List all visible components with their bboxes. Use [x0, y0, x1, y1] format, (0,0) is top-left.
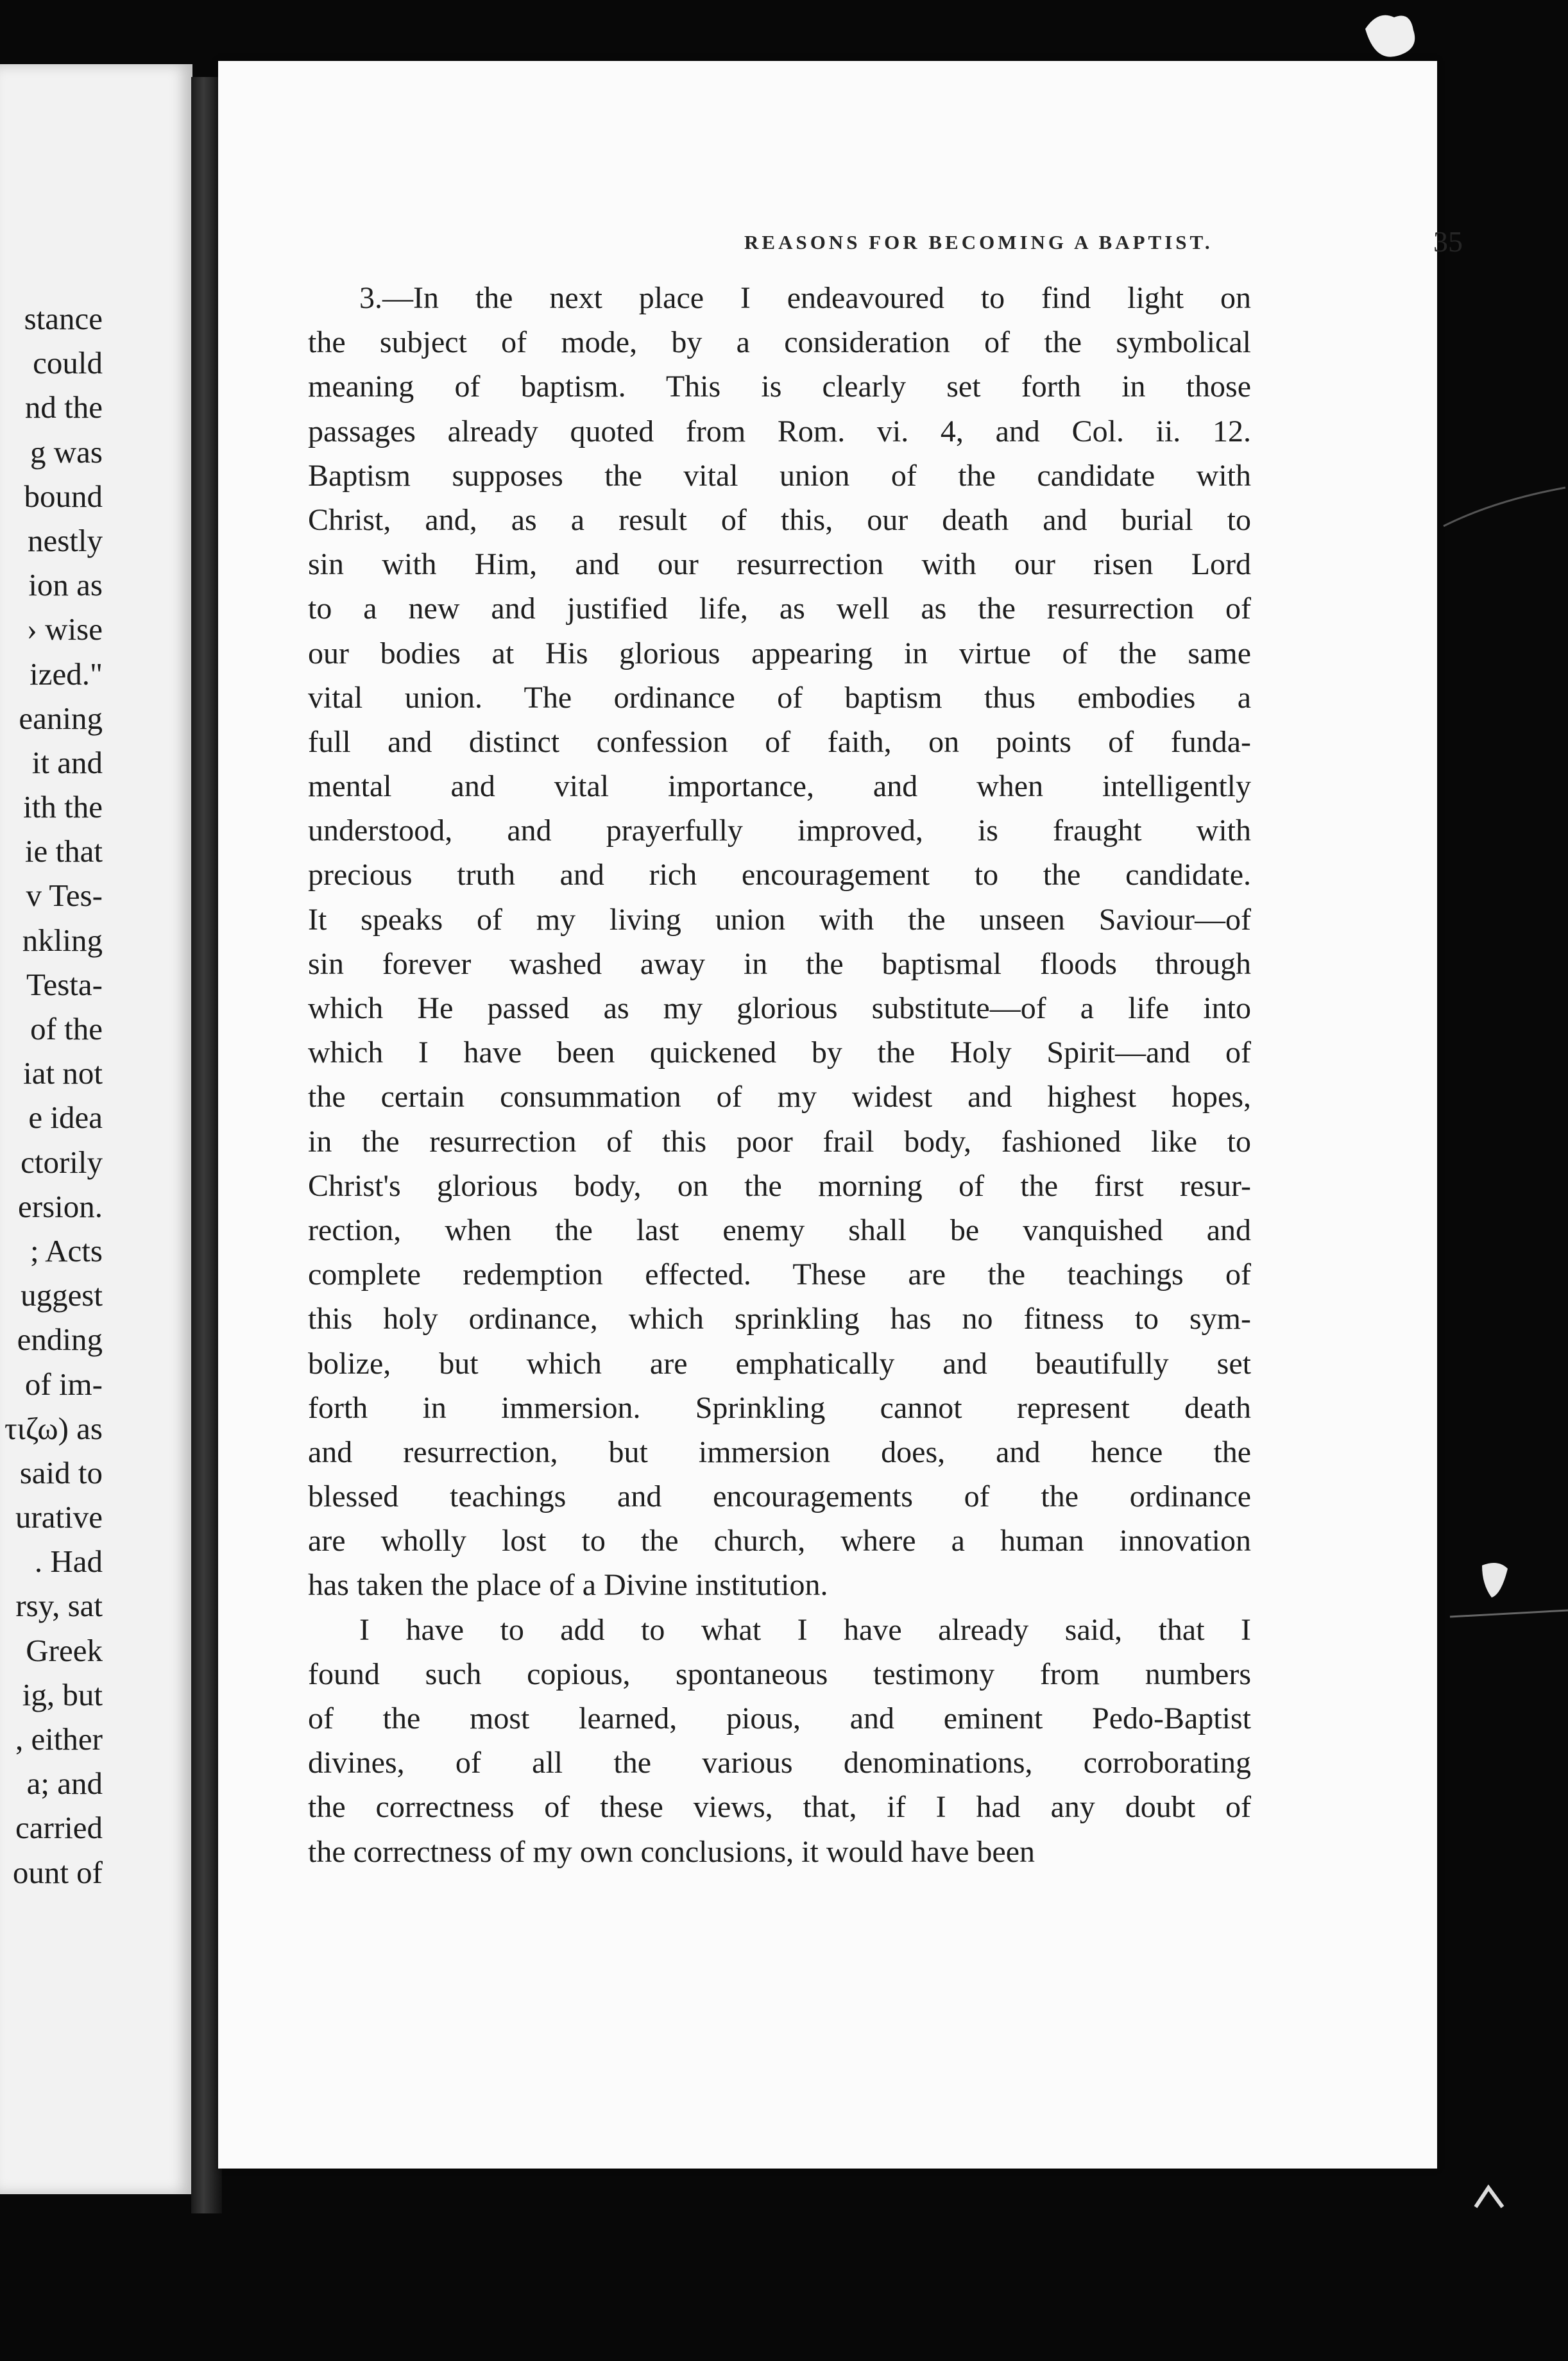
- facing-page-line: g was: [30, 434, 103, 470]
- facing-page-line: urative: [15, 1499, 103, 1535]
- facing-page-line: stance: [24, 301, 103, 336]
- facing-page-line: Greek: [26, 1632, 103, 1668]
- edge-streak: [1444, 488, 1565, 526]
- text-line: precious truth and rich encouragement to the candidate.: [308, 858, 1251, 892]
- text-line: the correctness of my own conclusions, it would have been: [308, 1834, 1035, 1869]
- corner-blot: [1365, 15, 1415, 57]
- facing-page-line: it and: [31, 744, 103, 780]
- facing-page-line: ; Acts: [30, 1232, 103, 1268]
- stray-mark: [1476, 2188, 1503, 2207]
- text-line: and resurrection, but immersion does, and hence the: [308, 1435, 1251, 1469]
- facing-page-line: , either: [15, 1721, 103, 1757]
- text-line: our bodies at His glorious appearing in virtue of the same: [308, 636, 1251, 670]
- text-line: in the resurrection of this poor frail body, fashioned like to: [308, 1124, 1251, 1159]
- facing-page-line: ith the: [23, 789, 103, 825]
- facing-page-line: ctorily: [21, 1144, 103, 1180]
- facing-page-line: e idea: [28, 1100, 103, 1136]
- text-line: full and distinct confession of faith, on points of funda-: [308, 724, 1251, 759]
- text-line: which I have been quickened by the Holy Spirit—and of: [308, 1036, 1251, 1070]
- facing-page-line: ion as: [28, 567, 103, 603]
- text-line: divines, of all the various denominations, corroborating: [308, 1746, 1251, 1780]
- facing-page-line: nd the: [24, 389, 103, 425]
- facing-page-line: nestly: [27, 522, 103, 558]
- body-text: [308, 276, 1251, 1874]
- facing-page-edge: [0, 64, 192, 2194]
- text-line: of the most learned, pious, and eminent Pedo-Baptist: [308, 1701, 1251, 1735]
- facing-page-line: ie that: [24, 833, 103, 869]
- text-line: vital union. The ordinance of baptism thus embodies a: [308, 680, 1251, 715]
- facing-page-line: said to: [19, 1454, 103, 1490]
- facing-page-line: ending: [17, 1322, 103, 1358]
- edge-streak-2: [1450, 1610, 1568, 1617]
- text-line: this holy ordinance, which sprinkling has no fitness to sym-: [308, 1302, 1251, 1336]
- text-line: bolize, but which are emphatically and beautifully set: [308, 1346, 1251, 1381]
- margin-blot: [1482, 1563, 1508, 1598]
- running-head: [526, 225, 1469, 267]
- facing-page-line: ig, but: [22, 1676, 103, 1712]
- book-page: [218, 61, 1463, 2169]
- text-line: Christ, and, as a result of this, our death and burial to: [308, 502, 1251, 537]
- book-gutter: [191, 77, 222, 2213]
- facing-page-line: uggest: [21, 1277, 103, 1313]
- text-line: has taken the place of a Divine institution.: [308, 1568, 828, 1603]
- text-line: sin forever washed away in the baptismal floods through: [308, 946, 1251, 981]
- facing-page-line: of the: [30, 1011, 103, 1046]
- facing-page-line: ount of: [12, 1854, 103, 1890]
- facing-page-line: a; and: [26, 1766, 103, 1802]
- text-line: It speaks of my living union with the unseen Saviour—of: [308, 902, 1251, 937]
- facing-page-line: bound: [24, 478, 103, 514]
- text-line: the correctness of these views, that, if I had any doubt of: [308, 1790, 1251, 1825]
- text-line: blessed teachings and encouragements of the ordinance: [308, 1479, 1251, 1514]
- text-line: rection, when the last enemy shall be vanquished and: [308, 1213, 1251, 1247]
- running-head-title: REASONS FOR BECOMING A BAPTIST.: [744, 231, 1213, 253]
- facing-page-line: Testa-: [26, 966, 103, 1002]
- text-line: Christ's glorious body, on the morning of the first resur-: [308, 1168, 1251, 1203]
- facing-page-line: τιζω) as: [4, 1410, 103, 1446]
- text-line: understood, and prayerfully improved, is fraught with: [308, 814, 1251, 848]
- text-line: Baptism supposes the vital union of the candidate with: [308, 458, 1251, 493]
- facing-page-line: iat not: [23, 1055, 103, 1091]
- text-line: meaning of baptism. This is clearly set forth in those: [308, 370, 1251, 404]
- text-line: complete redemption effected. These are the teachings of: [308, 1257, 1251, 1292]
- text-line: sin with Him, and our resurrection with our risen Lord: [308, 547, 1251, 582]
- text-line: to a new and justified life, as well as the resurrection of: [308, 592, 1251, 626]
- facing-page-line: eaning: [19, 700, 103, 736]
- facing-page-line: ized.": [30, 656, 103, 692]
- facing-page-line: . Had: [34, 1544, 103, 1580]
- text-line: are wholly lost to the church, where a human innovation: [308, 1524, 1251, 1558]
- facing-page-line: rsy, sat: [15, 1588, 103, 1624]
- text-line: I have to add to what I have already said, that I: [359, 1612, 1251, 1647]
- facing-page-line: v Tes-: [26, 878, 103, 914]
- text-line: 3.—In the next place I endeavoured to find light on: [359, 281, 1251, 315]
- text-line: which He passed as my glorious substitute—of a life into: [308, 991, 1251, 1025]
- text-line: the subject of mode, by a consideration of the symbolical: [308, 325, 1251, 360]
- facing-page-line: › wise: [26, 611, 103, 647]
- text-line: found such copious, spontaneous testimony from numbers: [308, 1657, 1251, 1691]
- text-line: mental and vital importance, and when intelligently: [308, 769, 1251, 804]
- facing-page-line: could: [33, 345, 103, 381]
- facing-page-line: of im-: [24, 1366, 103, 1402]
- facing-page-text: [0, 296, 103, 1895]
- text-line: the certain consummation of my widest and highest hopes,: [308, 1080, 1251, 1114]
- text-line: forth in immersion. Sprinkling cannot represent death: [308, 1390, 1251, 1425]
- text-line: passages already quoted from Rom. vi. 4, and Col. ii. 12.: [308, 414, 1251, 448]
- page-number: 35: [1433, 225, 1463, 258]
- facing-page-line: carried: [15, 1810, 103, 1846]
- facing-page-line: nkling: [22, 922, 103, 958]
- facing-page-line: ersion.: [18, 1188, 103, 1224]
